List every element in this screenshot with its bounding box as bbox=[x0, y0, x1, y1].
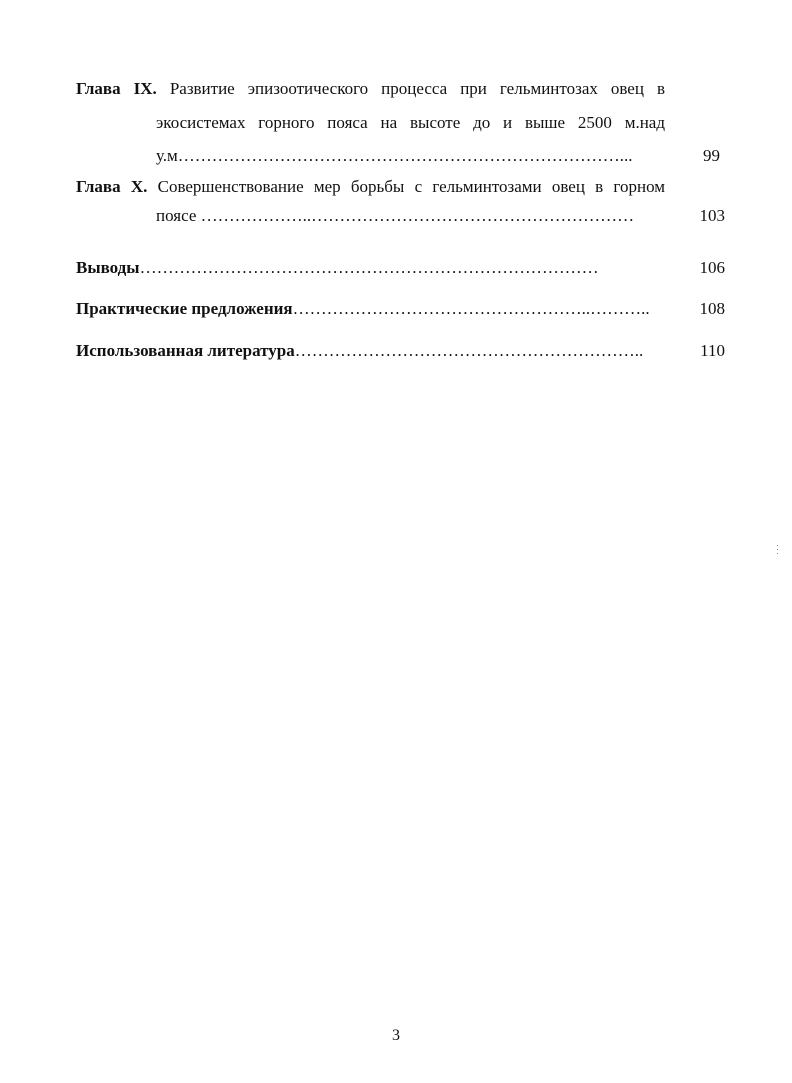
toc-entry-chapter10-title-part1: Совершенствование мер борьбы с гельминтозами овец в горном bbox=[157, 177, 665, 196]
toc-entry-literature bbox=[76, 341, 665, 361]
toc-entry-conclusions bbox=[76, 258, 665, 278]
toc-entry-conclusions-label: Выводы bbox=[76, 258, 140, 277]
toc-entry-chapter9-line1 bbox=[76, 79, 665, 99]
toc-entry-chapter10-line2: поясе ………………..………………………………………………… bbox=[156, 206, 635, 225]
toc-entry-chapter9-line3: у.м……………………………………………………………………... bbox=[156, 146, 633, 165]
toc-entry-literature-leader: …………………………………………………….. bbox=[294, 341, 644, 360]
scan-artifact bbox=[777, 545, 778, 557]
toc-entry-chapter10-label: Глава X. bbox=[76, 177, 148, 196]
toc-entry-practical-label: Практические предложения bbox=[76, 299, 293, 318]
toc-entry-practical-page: 108 bbox=[699, 299, 725, 318]
toc-entry-practical-leader: ……………………………………………..……….. bbox=[292, 299, 650, 318]
page-number: 3 bbox=[392, 1027, 400, 1044]
toc-entry-literature-page: 110 bbox=[700, 341, 725, 360]
toc-entry-literature-label: Использованная литература bbox=[76, 341, 295, 360]
toc-entry-chapter9-line2: экосистемах горного пояса на высоте до и выше 2500 м.над bbox=[156, 113, 665, 132]
toc-entry-chapter9-page: 99 bbox=[703, 146, 720, 165]
toc-entry-conclusions-leader: ……………………………………………………………………… bbox=[139, 258, 599, 277]
toc-entry-practical bbox=[76, 299, 665, 319]
toc-entry-conclusions-page: 106 bbox=[699, 258, 725, 277]
toc-entry-chapter10-line1 bbox=[76, 177, 665, 197]
toc-entry-chapter10-page: 103 bbox=[699, 206, 725, 225]
toc-entry-chapter9-title-part1: Развитие эпизоотического процесса при гельминтозах овец в bbox=[169, 79, 665, 98]
toc-entry-chapter9-label: Глава IX. bbox=[76, 79, 157, 98]
